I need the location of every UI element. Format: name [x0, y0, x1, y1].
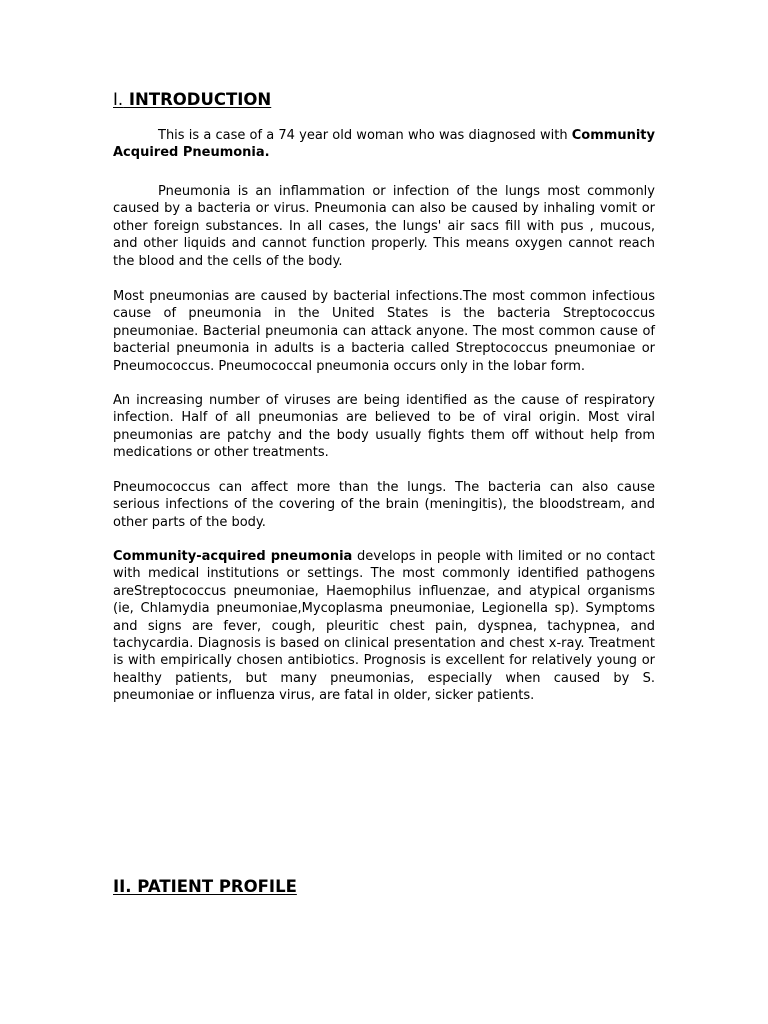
section-heading-introduction — [113, 90, 271, 110]
paragraph-text: develops in people with limited or no contact with medical institutions or settings. The most commonly identified pathogens areStreptococcus pneumoniae, Haemophilus influenzae, and atypical organisms (ie, Chlamydia pneumoniae,Mycoplasma pneumoniae, Legionella sp). Symptoms and signs are fever, cough, pleuritic chest pain, dyspnea, tachypnea, and tachycardia. Diagnosis is based on clinical presentation and chest x-ray. Treatment is with empirically chosen antibiotics. Prognosis is excellent for relatively young or healthy patients, but many pneumonias, especially when caused by S. pneumoniae or influenza virus, are fatal in older, sicker patients. — [113, 549, 656, 704]
section-numeral: I. — [113, 90, 124, 109]
paragraph-viral-causes: An increasing number of viruses are being identified as the cause of respiratory infection. Half of all pneumonias are believed to be of viral origin. Most viral pneumonias are patchy and the body usually fights them off without help from medications or other treatments. — [113, 393, 655, 461]
paragraph-bacterial-causes: Most pneumonias are caused by bacterial infections.The most common infectious cause of pneumonia in the United States is the bacteria Streptococcus pneumoniae. Bacterial pneumonia can attack anyone. The most common cause of bacterial pneumonia in adults is a bacteria called Streptococcus pneumoniae or Pneumococcus. Pneumococcal pneumonia occurs only in the lobar form. — [113, 289, 655, 374]
section-heading-patient-profile: II. PATIENT PROFILE — [113, 877, 297, 896]
paragraph-pneumococcus-effects: Pneumococcus can affect more than the lungs. The bacteria can also cause serious infections of the covering of the brain (meningitis), the bloodstream, and other parts of the body. — [113, 480, 655, 530]
paragraph-text: This is a case of a 74 year old woman who was diagnosed with — [158, 128, 568, 143]
paragraph-case-summary — [113, 127, 655, 162]
section-title: INTRODUCTION — [123, 90, 272, 109]
term-bold-text: Community-acquired pneumonia — [113, 549, 353, 564]
diagnosis-bold-text: Community Acquired Pneumonia. — [113, 128, 655, 161]
paragraph-community-acquired — [113, 548, 655, 705]
paragraph-pneumonia-definition: Pneumonia is an inflammation or infection of the lungs most commonly caused by a bacteria or virus. Pneumonia can also be caused by inhaling vomit or other foreign substances. In all cases, the lungs' air sacs fill with pus , mucous, and other liquids and cannot function properly. This means oxygen cannot reach the blood and the cells of the body. — [113, 184, 655, 269]
